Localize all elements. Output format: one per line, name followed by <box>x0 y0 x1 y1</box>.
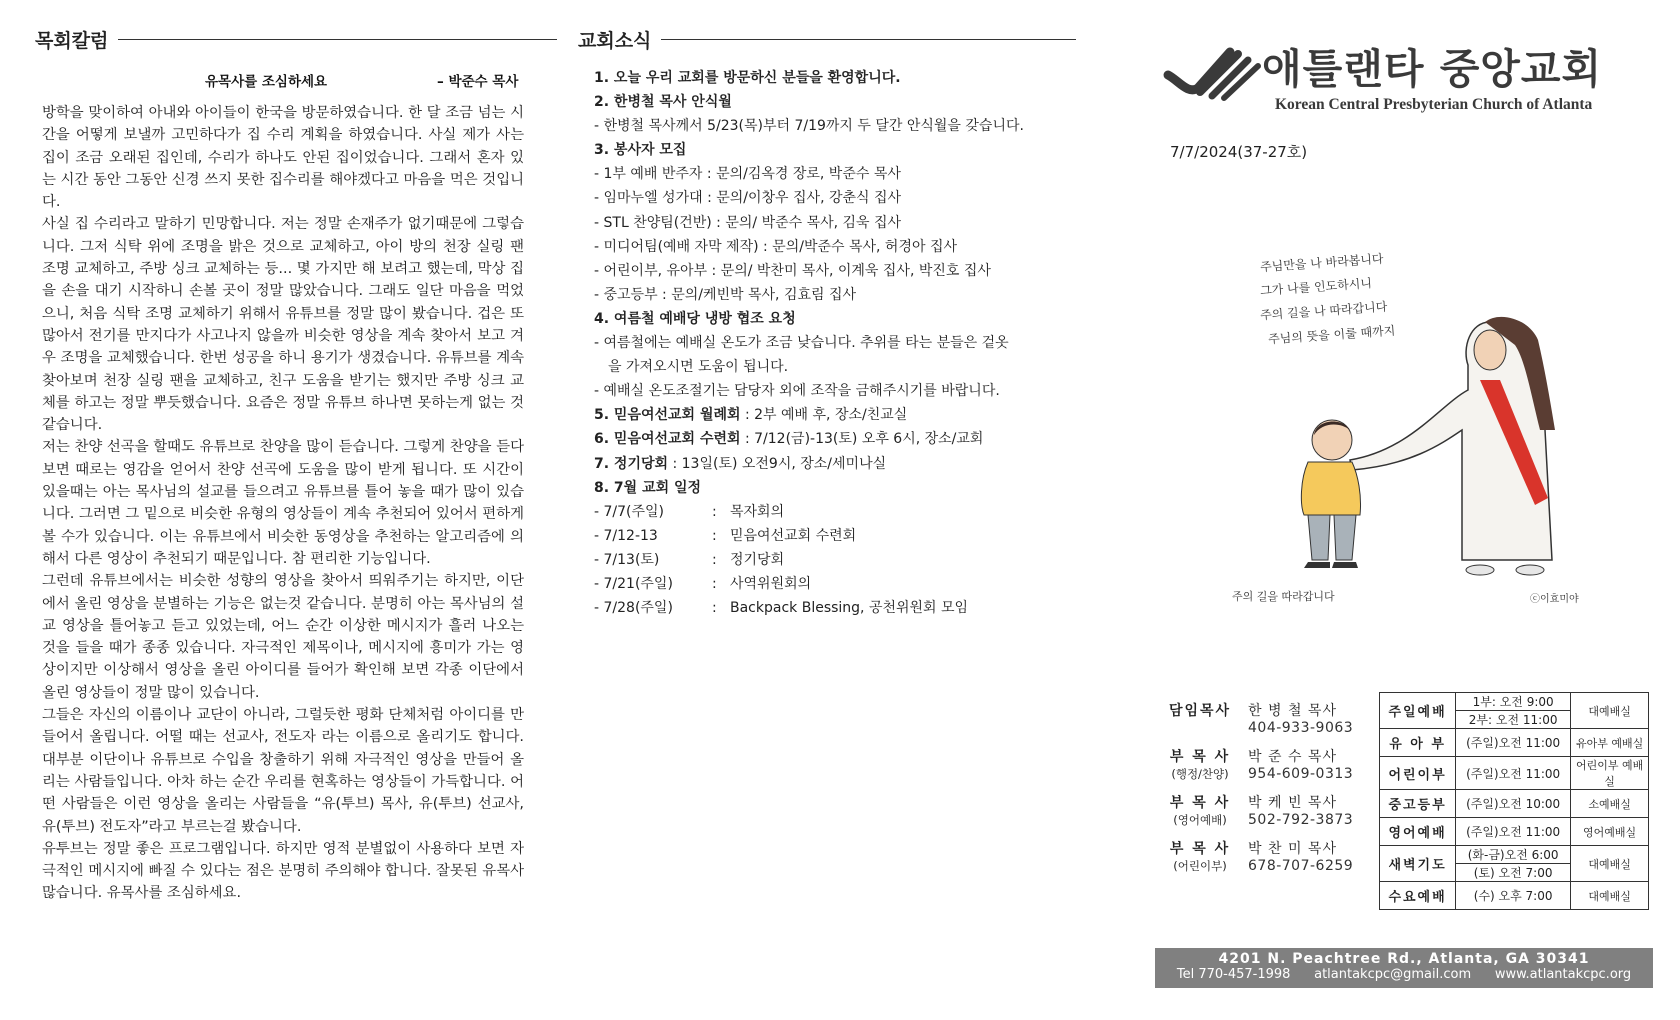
staff-phone: 678-707-6259 <box>1248 858 1354 874</box>
service-name: 어린이부 <box>1380 757 1456 790</box>
schedule-date: - 7/28(주일) <box>594 600 673 617</box>
staff-contact <box>1248 838 1353 874</box>
service-name: 영어예배 <box>1380 818 1456 846</box>
service-time: (주일)오전 11:00 <box>1456 757 1571 790</box>
service-name: 중고등부 <box>1380 790 1456 818</box>
service-name: 수요예배 <box>1380 882 1456 910</box>
news-item: - 임마누엘 성가대 : 문의/이창우 집사, 강춘식 집사 <box>594 190 902 207</box>
schedule-colon: : <box>712 600 717 617</box>
service-place: 어린이부 예배실 <box>1571 757 1649 790</box>
staff-phone: 404-933-9063 <box>1248 720 1354 736</box>
staff-row <box>1160 746 1360 782</box>
staff-row <box>1160 838 1360 874</box>
service-name: 유 아 부 <box>1380 729 1456 757</box>
service-row <box>1380 757 1649 790</box>
news-heading: 8. 7월 교회 일정 <box>594 479 702 496</box>
column-paragraph: 저는 찬양 선곡을 할때도 유튜브로 찬양을 많이 듣습니다. 그렇게 찬양을 듣다 보면 때로는 영감을 얻어서 찬양 선곡에 도움을 많이 받게 됩니다. 또 시간이 있을때는 아는 목사님의 설교를 들으려고 유튜브를 틀어 놓을 때가 많이 있습니다. 그러면 그 밑으로 비슷한 유형의 영상들이 계속 추천되어 있어서 편하게 볼 수가 있습니다. 이는 유튜브에서 비슷한 동영상을 추천하는 알고리즘에 의해서 다른 영상이 추천되기 때문입니다. 참 편리한 기능입니다. <box>42 439 524 567</box>
schedule-colon: : <box>712 527 717 544</box>
service-place: 유아부 예배실 <box>1571 729 1649 757</box>
news-heading: 3. 봉사자 모집 <box>594 142 687 159</box>
news-item: - STL 찬양팀(건반) : 문의/ 박준수 목사, 김욱 집사 <box>594 214 902 231</box>
service-row <box>1380 790 1649 818</box>
column-author: – 박준수 목사 <box>437 74 519 90</box>
service-place: 대예배실 <box>1571 693 1649 729</box>
schedule-colon: : <box>712 551 717 568</box>
column-paragraph: 사실 집 수리라고 말하기 민망합니다. 저는 정말 손재주가 없기때문에 그렇습니다. 그저 식탁 위에 조명을 밝은 것으로 교체하고, 아이 방의 천장 실링 팬 조명 교체하고, 주방 싱크 교체하는 등... 몇 가지만 해 보려고 했는데, 막상 집을 손을 대기 시작하니 손볼 곳이 정말 많았습니다. 그래도 일단 마음을 먹었으니, 처음 식탁 조명 교체하기 위해서 유튜브를 정말 많이 봤습니다. 겁은 또 많아서 전기를 만지다가 사고나지 않을까 비슷한 영상을 계속 찾아서 보고 겨우 조명을 교체했습니다. 한번 성공을 하니 용기가 생겼습니다. 유튜브를 계속 찾아보며 천장 실링 팬을 교체하고, 친구 도움을 받기는 했지만 주방 싱크 교체를 하고는 정말 뿌듯했습니다. 요즘은 정말 유튜브 하나면 못하는게 없는 것 같습니다. <box>42 216 524 434</box>
staff-row <box>1160 792 1360 828</box>
news-heading: 6. 믿음여선교회 수련회 <box>594 431 741 448</box>
news-section-title: 교회소식 <box>578 30 652 52</box>
service-row <box>1380 693 1649 711</box>
service-time: 2부: 오전 11:00 <box>1456 711 1571 729</box>
service-time: (화-금)오전 6:00 <box>1456 846 1571 864</box>
footer-email[interactable]: atlantakcpc@gmail.com <box>1314 967 1472 982</box>
news-item: - 1부 예배 반주자 : 문의/김옥경 장로, 박준수 목사 <box>594 166 901 183</box>
news-heading: 5. 믿음여선교회 월례회 <box>594 407 741 424</box>
service-times-table <box>1379 692 1649 910</box>
staff-role-cell <box>1160 838 1240 874</box>
service-time: 1부: 오전 9:00 <box>1456 693 1571 711</box>
schedule-row <box>594 572 1080 596</box>
staff-contact <box>1248 700 1353 736</box>
service-name: 새벽기도 <box>1380 846 1456 882</box>
news-detail: : 2부 예배 후, 장소/친교실 <box>740 407 908 424</box>
issue-date: 7/7/2024(37-27호) <box>1170 143 1308 161</box>
service-place: 소예배실 <box>1571 790 1649 818</box>
schedule-row <box>594 548 1080 572</box>
schedule-date: - 7/21(주일) <box>594 575 673 592</box>
staff-role-sub: (행정/찬양) <box>1171 767 1229 781</box>
news-item: - 어린이부, 유아부 : 문의/ 박찬미 목사, 이계욱 집사, 박진호 집사 <box>594 262 991 279</box>
news-mixed-item <box>594 452 1080 476</box>
footer-tel: Tel 770-457-1998 <box>1176 967 1291 982</box>
news-section-header <box>578 26 1076 53</box>
staff-contact <box>1248 792 1353 828</box>
service-row <box>1380 882 1649 910</box>
column-paragraph: 유투브는 정말 좋은 프로그램입니다. 하지만 영적 분별없이 사용하다 보면 자극적인 메시지에 빠질 수 있다는 점은 분명히 주의해야 합니다. 잘못된 유목사 많습니다. 유목사를 조심하세요. <box>42 840 524 902</box>
news-mixed-item <box>594 403 1080 427</box>
service-time: (토) 오전 7:00 <box>1456 864 1571 882</box>
schedule-event: 정기당회 <box>730 551 785 568</box>
footer-bar <box>1155 948 1653 988</box>
schedule-date: - 7/12-13 <box>594 527 658 544</box>
news-mixed-item <box>594 427 1080 451</box>
service-time: (주일)오전 10:00 <box>1456 790 1571 818</box>
news-item: - 예배실 온도조절기는 담당자 외에 조작을 금해주시기를 바랍니다. <box>594 383 1000 400</box>
staff-role: 담임목사 <box>1168 703 1232 719</box>
footer-address: 4201 N. Peachtree Rd., Atlanta, GA 30341 <box>1218 951 1590 967</box>
staff-phone: 954-609-0313 <box>1248 766 1354 782</box>
staff-role-sub: (영어예배) <box>1173 813 1227 827</box>
staff-row <box>1160 700 1360 736</box>
news-item-continued: 을 가져오시면 도움이 됩니다. <box>608 359 789 376</box>
schedule-row <box>594 524 1080 548</box>
service-place: 대예배실 <box>1571 846 1649 882</box>
footer-contact <box>1155 967 1653 982</box>
column-section-title: 목회칼럼 <box>35 30 109 52</box>
schedule-date: - 7/13(토) <box>594 551 660 568</box>
staff-role-cell <box>1160 700 1240 736</box>
illustration-text: 주님만을 나 바라봅니다 <box>1259 251 1384 275</box>
service-row <box>1380 818 1649 846</box>
footer-website[interactable]: www.atlantakcpc.org <box>1494 967 1632 982</box>
staff-role: 부 목 사 <box>1169 795 1231 811</box>
illustration-text: 주의 길을 나 따라갑니다 <box>1259 299 1388 323</box>
service-place: 영어예배실 <box>1571 818 1649 846</box>
staff-role: 부 목 사 <box>1169 749 1231 765</box>
news-item: - 한병철 목사께서 5/23(목)부터 7/19까지 두 달간 안식월을 갖습니다. <box>594 118 1024 135</box>
news-detail: : 7/12(금)-13(토) 오후 6시, 장소/교회 <box>740 431 984 448</box>
news-list <box>594 66 1080 620</box>
schedule-event: Backpack Blessing, 공천위원회 모임 <box>730 600 969 617</box>
service-row <box>1380 729 1649 757</box>
schedule-date: - 7/7(주일) <box>594 503 665 520</box>
section-rule <box>661 39 1076 40</box>
staff-role-sub: (어린이부) <box>1173 859 1227 873</box>
news-heading: 2. 한병철 목사 안식월 <box>594 94 732 111</box>
column-paragraph: 그들은 자신의 이름이나 교단이 아니라, 그럴듯한 평화 단체처럼 아이디를 만들어서 올립니다. 어떨 때는 선교사, 전도자 라는 이름으로 올리기도 합니다. 대부분 이단이나 유튜브로 수입을 창출하기 위해 자극적인 영상을 만들어 올리는 사람들입니다. 아차 하는 순간 우리를 현혹하는 영상들이 가득합니다. 어떤 사람들은 이런 영상을 올리는 사람들을 “유(투브) 목사, 유(투브) 선교사, 유(투브) 전도자”라고 부르는걸 봤습니다. <box>42 707 524 835</box>
schedule-row <box>594 596 1080 620</box>
staff-name: 박 준 수 목사 <box>1248 749 1337 765</box>
illustration-text: 주님의 뜻을 이룰 때까지 <box>1267 323 1396 347</box>
jesus-and-child-drawing-icon <box>1200 230 1600 610</box>
staff-list <box>1160 700 1360 884</box>
staff-name: 박 케 빈 목사 <box>1248 795 1337 811</box>
illustration-text: 그가 나를 인도하시니 <box>1259 276 1373 298</box>
illustration-signature: ⓒ이효미야 <box>1530 594 1579 605</box>
column-title: 유목사를 조심하세요 <box>205 74 328 90</box>
schedule-row <box>594 500 1080 524</box>
service-time: (수) 오후 7:00 <box>1456 882 1571 910</box>
illustration <box>1200 230 1600 610</box>
schedule-event: 믿음여선교회 수련회 <box>730 527 857 544</box>
news-heading: 1. 오늘 우리 교회를 방문하신 분들을 환영합니다. <box>594 70 901 86</box>
church-name: 애틀랜타 중앙교회 <box>1262 45 1603 93</box>
staff-role-cell <box>1160 792 1240 828</box>
column-body <box>42 102 524 905</box>
news-item: - 여름철에는 예배실 온도가 조금 낮습니다. 추위를 타는 분들은 겉옷 <box>594 335 1009 352</box>
staff-phone: 502-792-3873 <box>1248 812 1354 828</box>
column-section-header <box>35 26 557 53</box>
illustration-caption: 주의 길을 따라갑니다 <box>1232 590 1335 603</box>
staff-name: 한 병 철 목사 <box>1248 703 1337 719</box>
schedule-colon: : <box>712 575 717 592</box>
section-rule <box>118 39 557 40</box>
staff-role-cell <box>1160 746 1240 782</box>
staff-name: 박 찬 미 목사 <box>1248 841 1337 857</box>
news-item: - 미디어팀(예배 자막 제작) : 문의/박준수 목사, 허경아 집사 <box>594 238 957 255</box>
schedule-colon: : <box>712 503 717 520</box>
column-paragraph: 그런데 유튜브에서는 비슷한 성향의 영상을 찾아서 띄워주기는 하지만, 이단에서 올린 영상을 분별하는 기능은 없는것 같습니다. 분명히 아는 목사님의 설교 영상을 틀어놓고 듣고 있었는데, 어느 순간 이상한 메시지가 흘러 나오는 것을 들을 때가 종종 있습니다. 자극적인 제목이나, 메시지에 흥미가 가는 영상이지만 이상해서 영상을 올린 아이디를 들어가 확인해 보면 각종 이단에서 올린 영상들이 정말 많이 있습니다. <box>42 573 524 701</box>
church-name-english: Korean Central Presbyterian Church of Atlanta <box>1275 96 1593 113</box>
news-detail: : 13일(토) 오전9시, 장소/세미나실 <box>668 455 887 472</box>
schedule-event: 목자회의 <box>730 503 785 520</box>
schedule-event: 사역위원회의 <box>730 575 812 592</box>
column-paragraph: 방학을 맞이하여 아내와 아이들이 한국을 방문하였습니다. 한 달 조금 넘는 시간을 어떻게 보낼까 고민하다가 집 수리 계획을 하였습니다. 사실 제가 사는 집이 조금 오래된 집인데, 수리가 하나도 안된 집이었습니다. 그래서 혼자 있는 시간 동안 그동안 신경 쓰지 못한 집수리를 해야겠다고 마음을 먹은 것입니다. <box>42 105 524 211</box>
service-name: 주일예배 <box>1380 693 1456 729</box>
staff-contact <box>1248 746 1353 782</box>
news-heading: 4. 여름철 예배당 냉방 협조 요청 <box>594 310 796 327</box>
service-time: (주일)오전 11:00 <box>1456 818 1571 846</box>
news-heading: 7. 정기당회 <box>594 455 669 472</box>
service-row <box>1380 846 1649 864</box>
service-place: 대예배실 <box>1571 882 1649 910</box>
service-time: (주일)오전 11:00 <box>1456 729 1571 757</box>
staff-role: 부 목 사 <box>1169 841 1231 857</box>
news-item: - 중고등부 : 문의/케빈박 목사, 김효림 집사 <box>594 286 857 303</box>
